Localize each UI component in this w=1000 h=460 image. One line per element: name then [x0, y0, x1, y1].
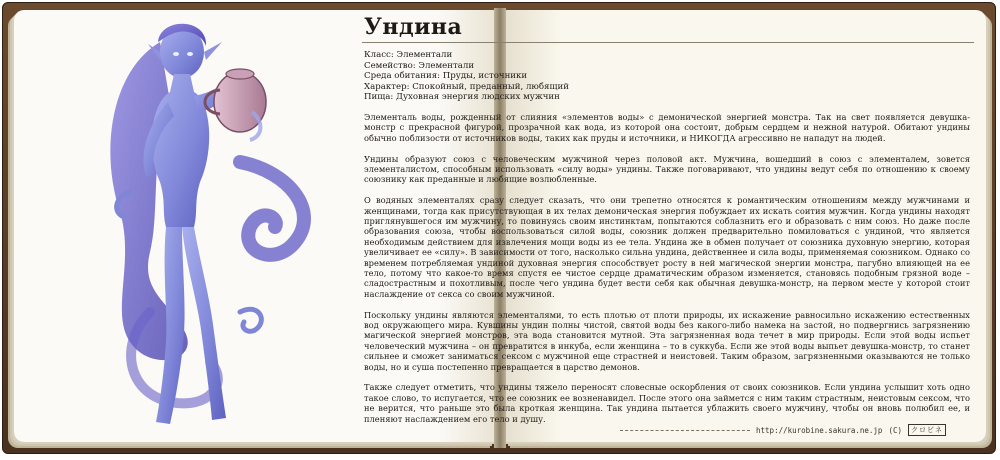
stats-block [364, 50, 974, 103]
stat-food [364, 92, 974, 103]
water-ribbon [240, 162, 304, 255]
undine-illustration [90, 12, 330, 444]
stat-value: Спокойный, преданный, любящий [412, 81, 569, 92]
stat-family [364, 61, 974, 72]
stat-label: Среда обитания: [364, 71, 441, 82]
paragraph: Элементаль воды, рожденный от слияния «элементов воды» с демонической энергией монстра. Так на свет появляется девушка-монстр с прекрасной фигурой, прозрачной как вода, из которой она состоит, добрым сердцем и нежной натурой. Обитают ундины обычно поблизости от источников воды, таких как пруды и источники, и НИКОГДА агрессивно не нападут на людей. [364, 111, 970, 143]
page-title: Ундина [364, 14, 463, 40]
stat-label: Пища: [364, 92, 394, 103]
paragraph: О водяных элементалях сразу следует сказать, что они трепетно относятся к романтическим отношениям между мужчинами и женщинами, тогда как присутствующая в их телах демоническая энергия побуждает их искать соития мужчин. Когда ундины находят приглянувшегося им мужчину, то повинуясь своим инстинктам, попытаются соблазнить его и образовать с ним союз. Но даже после образования союза, чтобы воспользоваться силой воды, союзник должен предварительно помиловаться с ундиной, что является необходимым действием для извлечения мощи воды из ее тела. Ундина же в обмен получает от союзника духовную энергию, которая увеличивает ее «силу». В зависимости от того, насколько сильна ундина, действеннее и сила воды, применяемая союзником. Однако со временем потребляемая ундиной духовная энергия способствует росту в ней магической энергии монстра, пагубно влияющей на ее тело, потому что какое-то время спустя ее чистое сердце драматическим образом изменяется, становясь подобным грязной воде – сладострастным и похотливым, после чего ундина будет вести себя как обычная девушка-монстр, на первом месте у которой стоит наслаждение от секса со своим мужчиной. [364, 195, 970, 299]
title-underline [362, 42, 974, 43]
stat-class [364, 50, 974, 61]
artist-stamp: クロビネ [908, 424, 946, 436]
stat-label: Класс: [364, 50, 394, 60]
paragraph: Поскольку ундины являются элементалями, то есть плотью от плоти природы, их искажение равносильно искажению естественных вод окружающего мира. Кувшины ундин полны чистой, святой воды без какого-либо намека на застой, но подвергнись загрязнению магической энергией монстров, эта вода становится мутной. Эта загрязненная вода течет в мир природы. Если этой воды испьет человеческий мужчина – он превратится в инкуба, если женщина – то в суккуба. Если же этой воды выпьет девушка-монстр, то станет сильнее и сможет заниматься сексом с мужчиной еще страстней и неистовей. Таким образом, загрязненными оказываются не только воды, но и суша постепенно превращается в царство демонов. [364, 309, 970, 372]
stat-label: Семейство: [364, 60, 416, 71]
footer-divider [620, 430, 750, 431]
source-url: http://kurobine.sakura.ne.jp [756, 425, 883, 435]
stat-value: Духовная энергия людских мужчин [395, 92, 560, 103]
stat-value: Элементали [418, 60, 475, 71]
stat-value: Элементали [396, 50, 453, 60]
entry-content [340, 14, 974, 444]
stat-label: Характер: [364, 81, 410, 92]
stat-habitat [364, 71, 974, 82]
copyright-mark: (C) [888, 425, 902, 435]
water-jar [205, 69, 266, 140]
paragraph: Также следует отметить, что ундины тяжело переносят словесные оскорбления от своих союзников. Если ундина услышит хоть одно такое слово, то испугается, что ее союзник ее возненавидел. После этого она займется с ним таким страстным, неистовым сексом, что не верится, что раньше это была кроткая женщина. Так ундина пытается ублажить своего мужчину, чтобы он вновь полюбил ее, и пленяют наслаждением его тело и душу. [364, 382, 970, 424]
stat-character [364, 82, 974, 93]
paragraph: Ундины образуют союз с человеческим мужчиной через половой акт. Мужчина, вошедший в союз с элементалем, зовется элементалистом, способным использовать «силу воды» ундины. Также поговаривают, что ундины ведут себя по отношению к своему союзнику как преданные и любящие возлюбленные. [364, 153, 970, 185]
undine-leg-right [182, 227, 226, 420]
stat-value: Пруды, источники [442, 71, 528, 82]
description-text [364, 112, 970, 424]
page-footer [620, 424, 946, 436]
